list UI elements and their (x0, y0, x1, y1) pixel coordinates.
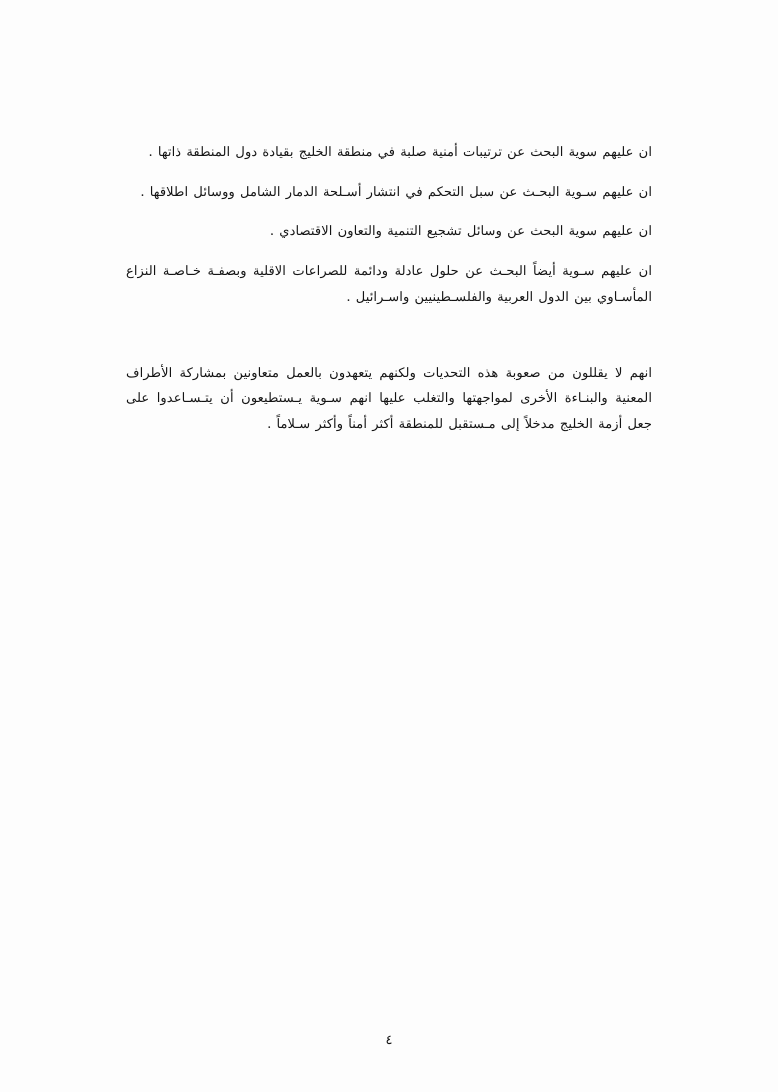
paragraph: ان عليهم سـوية البحـث عن سبل التحكم في انتشار أسـلحة الدمار الشامل ووسائل اطلاقها . (140, 184, 652, 200)
paragraph: ان عليهم سـوية أيضاً البحـث عن حلول عادلة ودائمة للصراعات الاقلية وبصفـة خـاصـة النزاع المأسـاوي بين الدول العربية والفلسـطينيين واسـرائيل . (126, 264, 652, 305)
paragraph: انهم لا يقللون من صعوبة هذه التحديات ولكنهم يتعهدون بالعمل متعاونين بمشاركة الأطراف المعنية والبنـاءة الأخرى لمواجهتها والتغلب عليها انهم سـوية يـستطيعون أن يتـسـاعدوا على جعل أزمة الخليج مدخلاً إلى مـستقبل للمنطقة أكثر أمناً وأكثر سـلاماً . (126, 365, 652, 433)
page-number: ٤ (385, 1033, 393, 1048)
paragraph: ان عليهم سوية البحث عن وسائل تشجيع التنمية والتعاون الاقتصادي . (269, 224, 652, 240)
page-body (126, 140, 652, 452)
paragraph: ان عليهم سوية البحث عن ترتيبات أمنية صلبة في منطقة الخليج بقيادة دول المنطقة ذاتها . (148, 145, 652, 160)
paragraph-spacer (126, 333, 652, 339)
